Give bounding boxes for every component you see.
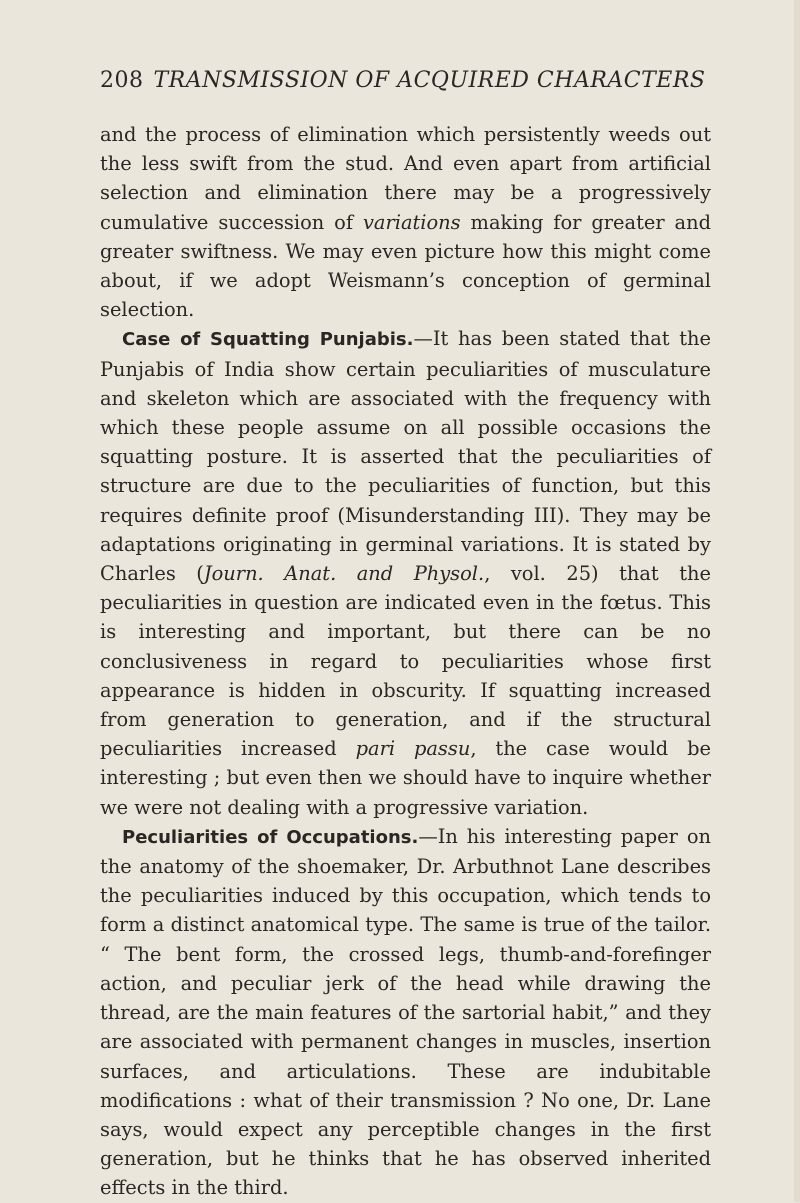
- paragraph-squatting-punjabis: [100, 324, 711, 821]
- page-number: 208: [100, 68, 144, 93]
- text-run: , vol. 25) that the peculiarities in question are indicated even in the fœtus. This is interesting and important, but there can be no conclusiveness in regard to peculiarities whose first appearance is hidden in obscurity. If squatting increased from generation to generation, and if the structural peculiarities increased: [100, 562, 711, 761]
- section-heading: Peculiarities of Occupations.: [122, 826, 419, 848]
- text-run: —In his interesting paper on the anatomy of the shoemaker, Dr. Arbuthnot Lane describes the peculiarities induced by this occupation, which tends to form a distinct anatomical type. The same is true of the tailor. “ The bent form, the crossed legs, thumb-and-forefinger action, and peculiar jerk of the head while drawing the thread, are the main features of the sartorial habit,” and they are associated with permanent changes in muscles, insertion surfaces, and articulations. These are indubitable modifications : what of their transmission ? No one, Dr. Lane says, would expect any perceptible changes in the first generation, but he thinks that he has observed inherited effects in the third.: [100, 824, 711, 1200]
- paragraph-occupations: [100, 822, 711, 1203]
- running-header: [100, 68, 706, 93]
- paragraph-continuation: [100, 120, 711, 324]
- text-run: —It has been stated that the Punjabis of India show certain peculiarities of musculature and skeleton which are associated with the frequency with which these people assume on all possible occasions the squatting posture. It is asserted that the peculiarities of structure are due to the peculiarities of function, but this requires definite proof (Misunderstanding III). They may be adaptations originating in germinal variations. It is stated by Charles (: [100, 327, 711, 586]
- text-run: , the case would be interesting ; but even then we should have to inquire whether we were not dealing with a progressive variation.: [100, 737, 711, 819]
- journal-citation: Journ. Anat. and Physol.: [203, 562, 485, 586]
- running-title: TRANSMISSION OF ACQUIRED CHARACTERS: [153, 68, 706, 93]
- page-body: [100, 120, 711, 1203]
- text-run: making for greater and greater swiftness. We may even picture how this might come about, if we adopt Weismann’s conception of germinal selection.: [100, 210, 711, 322]
- italic-term: pari passu: [355, 737, 471, 761]
- italic-term: variations: [362, 210, 461, 234]
- section-heading: Case of Squatting Punjabis.: [122, 329, 414, 351]
- page-edge: [794, 0, 800, 1202]
- text-run: and the process of elimination which persistently weeds out the less swift from the stud. And even apart from artificial selection and elimination there may be a progressively cumulative succession of: [100, 123, 711, 234]
